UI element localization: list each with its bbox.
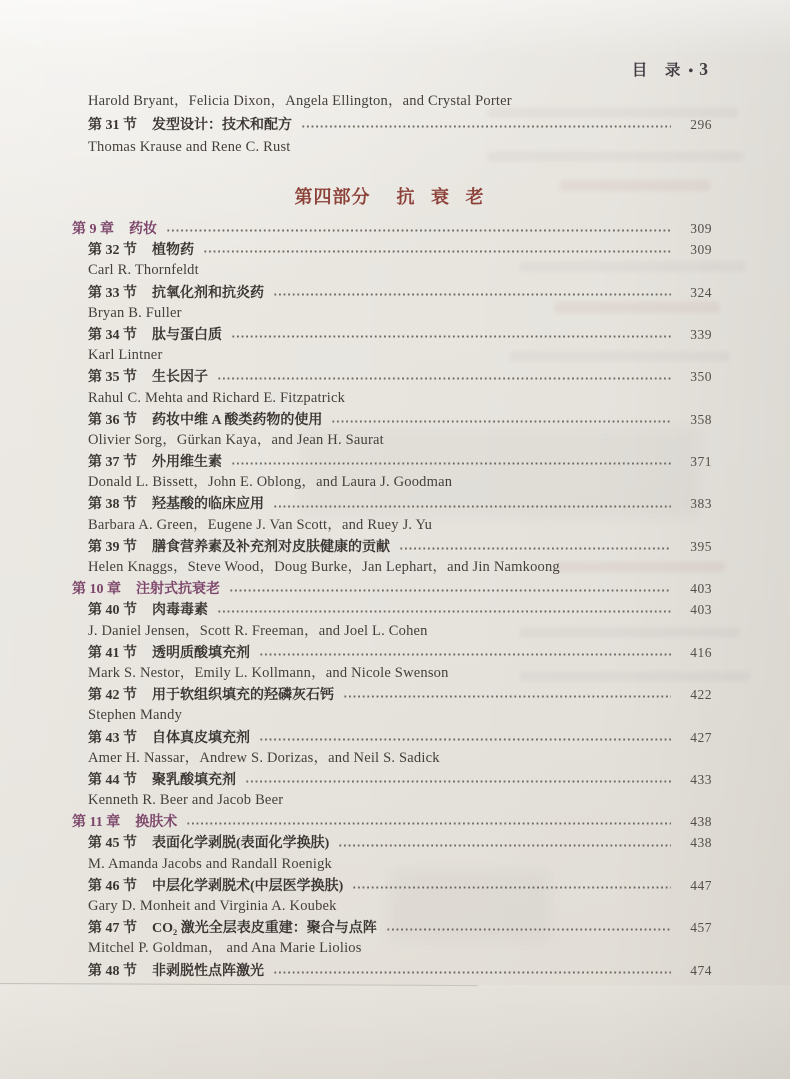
page-number: 416 [690, 644, 712, 660]
author-line: Thomas Krause and Rene C. Rust [88, 139, 291, 155]
dots-leader [301, 124, 671, 129]
dots-leader [203, 249, 671, 254]
entry-title: 中层化学剥脱术(中层医学换肤) [152, 878, 344, 894]
dots-leader [186, 821, 671, 826]
page-number: 309 [690, 242, 712, 258]
entry-title: 抗氧化剂和抗炎药 [152, 285, 264, 301]
toc-section-entry [72, 282, 712, 303]
page-number: 296 [690, 117, 712, 132]
page-number: 433 [690, 771, 712, 787]
entry-title: 自体真皮填充剂 [152, 730, 250, 746]
page-number: 358 [690, 411, 712, 427]
part-header [72, 185, 712, 210]
toc-chapter-entry [72, 578, 712, 599]
dots-leader [273, 504, 671, 509]
author-line: Helen Knaggs，Steve Wood，Doug Burke，Jan Lephart，and Jin Namkoong [88, 559, 560, 575]
entry-label: 第 38 节 [88, 497, 137, 513]
entry-title: 聚乳酸填充剂 [152, 772, 236, 788]
toc-section-entry [72, 324, 712, 345]
toc-section-entry [72, 493, 712, 514]
page-number: 395 [690, 538, 712, 554]
author-line: Olivier Sorg，Gürkan Kaya，and Jean H. Saurat [88, 431, 384, 448]
entry-title: 植物药 [152, 243, 194, 259]
toc-section-entry [72, 727, 712, 748]
toc-section-entry [72, 451, 712, 472]
entry-label: 第 46 节 [88, 878, 137, 894]
toc-section-entry [72, 536, 712, 557]
author-line: Gary D. Monheit and Virginia A. Koubek [88, 898, 337, 914]
entry-label: 第 10 章 [72, 582, 121, 598]
page-number: 427 [690, 729, 712, 745]
entry-label: 第 43 节 [88, 730, 137, 746]
entry-title: CO₂ 激光全层表皮重建：聚合与点阵 [152, 921, 377, 937]
dots-leader [386, 927, 671, 932]
author-line: Rahul C. Mehta and Richard E. Fitzpatrick [88, 389, 346, 406]
entry-title: 药妆中维 A 酸类药物的使用 [152, 412, 323, 428]
author-line: J. Daniel Jensen，Scott R. Freeman，and Joel L. Cohen [88, 622, 428, 639]
entry-title: 非剥脱性点阵激光 [152, 963, 264, 979]
entry-title: 肉毒毒素 [152, 603, 208, 619]
entry-label: 第 34 节 [88, 327, 137, 343]
entry-title: 表面化学剥脱(表面化学换肤) [152, 836, 330, 852]
page-under-shading [0, 985, 790, 1079]
page-number: 350 [690, 369, 712, 385]
entry-title: 肽与蛋白质 [152, 327, 222, 343]
toc-section-entry [72, 239, 712, 260]
page-number: 324 [690, 284, 712, 300]
toc-chapter-entry [72, 811, 712, 832]
author-line: Harold Bryant，Felicia Dixon，Angela Ellington，and Crystal Porter [88, 93, 512, 109]
dots-leader [338, 843, 671, 848]
folio-page-number: 3 [699, 59, 708, 79]
table-of-contents [72, 90, 712, 981]
toc-section-entry [72, 684, 712, 705]
author-line: Stephen Mandy [88, 707, 183, 724]
dots-leader [331, 419, 671, 424]
page-number: 457 [690, 920, 712, 936]
toc-section-entry [72, 642, 712, 663]
dots-leader [217, 376, 671, 381]
dots-leader [229, 588, 671, 593]
dots-leader [273, 970, 671, 975]
author-line: Bryan B. Fuller [88, 304, 182, 321]
author-line: Amer H. Nassar，Andrew S. Dorizas，and Neil S. Sadick [88, 749, 440, 766]
running-head [632, 58, 708, 80]
author-line: Karl Lintner [88, 347, 163, 364]
entry-title: 发型设计：技术和配方 [152, 118, 292, 133]
entry-label: 第 45 节 [88, 836, 137, 852]
page-number: 447 [690, 877, 712, 893]
entry-title: 膳食营养素及补充剂对皮肤健康的贡献 [152, 539, 390, 555]
page-number: 474 [690, 962, 712, 978]
page-number: 403 [690, 581, 712, 597]
page-number: 403 [690, 602, 712, 618]
entry-label: 第 11 章 [72, 815, 121, 831]
author-line: Mitchel P. Goldman， and Ana Marie Liolios [88, 940, 362, 957]
entry-label: 第 9 章 [72, 222, 114, 237]
dots-leader [259, 737, 671, 742]
page-number: 438 [690, 814, 712, 830]
entry-label: 第 41 节 [88, 645, 137, 661]
dots-leader [259, 652, 671, 657]
entry-title: 注射式抗衰老 [136, 582, 220, 598]
entry-label: 第 36 节 [88, 412, 137, 428]
author-line: Donald L. Bissett，John E. Oblong，and Laura J. Goodman [88, 474, 453, 491]
entry-label: 第 47 节 [88, 921, 137, 937]
entry-title: 药妆 [129, 222, 157, 237]
entry-label: 第 44 节 [88, 772, 137, 788]
toc-section-entry [72, 409, 712, 430]
entry-label: 第 39 节 [88, 539, 137, 555]
toc-section-entry [72, 769, 712, 790]
toc-section-entry [72, 832, 712, 853]
entry-title: 生长因子 [152, 370, 208, 386]
page-number: 371 [690, 454, 712, 470]
dots-leader [399, 546, 671, 551]
page-number: 309 [690, 221, 712, 236]
author-line: Mark S. Nestor，Emily L. Kollmann，and Nicole Swenson [88, 664, 449, 681]
page-number: 422 [690, 687, 712, 703]
dots-leader [217, 609, 671, 614]
dots-leader [231, 461, 671, 466]
page-number: 339 [690, 326, 712, 342]
page-number: 383 [690, 496, 712, 512]
entry-label: 第 31 节 [88, 118, 137, 133]
entry-label: 第 32 节 [88, 243, 137, 259]
dots-leader [343, 694, 671, 699]
author-line: Barbara A. Green，Eugene J. Van Scott，and Ruey J. Yu [88, 516, 433, 533]
dots-leader [245, 779, 671, 784]
entry-label: 第 48 节 [88, 963, 137, 979]
toc-section-entry [72, 875, 712, 896]
entry-title: 外用维生素 [152, 455, 222, 471]
dots-leader [166, 228, 671, 233]
toc-chapter-entry [72, 218, 712, 239]
toc-title: 目 录 [631, 62, 682, 79]
photo-light-band [0, 0, 790, 58]
author-line: M. Amanda Jacobs and Randall Roenigk [88, 855, 332, 872]
entry-label: 第 37 节 [88, 455, 137, 471]
entry-title: 羟基酸的临床应用 [152, 497, 264, 513]
toc-section-entry [72, 917, 712, 938]
toc-section-entry [72, 599, 712, 620]
dots-leader [231, 334, 671, 339]
entry-title: 换肤术 [135, 815, 178, 831]
toc-section-entry [72, 366, 712, 387]
page-number: 438 [690, 835, 712, 851]
part-title: 抗 衰 老 [396, 187, 490, 207]
bullet-separator: • [688, 64, 695, 79]
dots-leader [352, 885, 671, 890]
dots-leader [273, 292, 671, 297]
part-label: 第四部分 [294, 187, 371, 207]
entry-title: 用于软组织填充的羟磷灰石钙 [152, 688, 334, 704]
entry-label: 第 35 节 [88, 370, 137, 386]
toc-section-entry [72, 113, 712, 136]
entry-label: 第 33 节 [88, 285, 137, 301]
author-line: Kenneth R. Beer and Jacob Beer [88, 792, 284, 809]
entry-label: 第 40 节 [88, 603, 137, 619]
entry-title: 透明质酸填充剂 [152, 645, 250, 661]
toc-section-entry [72, 960, 712, 981]
author-line: Carl R. Thornfeldt [88, 262, 199, 279]
entry-label: 第 42 节 [88, 688, 137, 704]
